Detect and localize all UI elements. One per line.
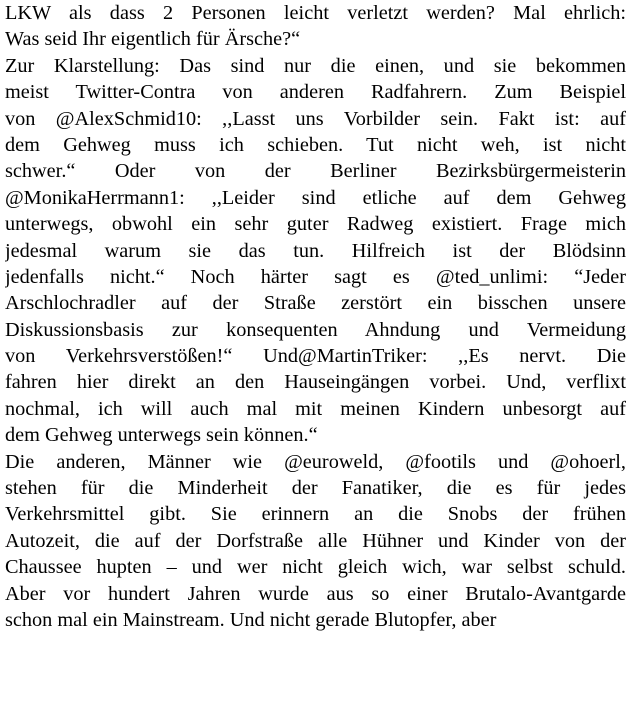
paragraph-2 — [5, 53, 626, 449]
text-line: nochmal, ich will auch mal mit meinen Kindern unbesorgt auf — [5, 397, 626, 420]
text-line: Arschlochradler auf der Straße zerstört ein bisschen unsere — [5, 292, 626, 315]
text-line: meist Twitter-Contra von anderen Radfahrern. Zum Beispiel — [5, 81, 626, 104]
text-line: Chaussee hupten – und wer nicht gleich wich, war selbst schuld. — [5, 556, 626, 579]
text-line: von Verkehrsverstößen!“ Und@MartinTriker: ,,Es nervt. Die — [5, 345, 626, 368]
text-line: schwer.“ Oder von der Berliner Bezirksbürgermeisterin — [5, 160, 626, 183]
paragraph-1 — [5, 0, 626, 53]
text-line: Verkehrsmittel gibt. Sie erinnern an die Snobs der frühen — [5, 503, 626, 526]
text-line: dem Gehweg muss ich schieben. Tut nicht weh, ist nicht — [5, 133, 626, 156]
text-line: @MonikaHerrmann1: ,,Leider sind etliche auf dem Gehweg — [5, 186, 626, 209]
text-line: fahren hier direkt an den Hauseingängen vorbei. Und, verflixt — [5, 371, 626, 394]
paragraph-3 — [5, 449, 626, 634]
text-line: von @AlexSchmid10: ,,Lasst uns Vorbilder sein. Fakt ist: auf — [5, 107, 626, 130]
text-line: jedenfalls nicht.“ Noch härter sagt es @ted_unlimi: “Jeder — [5, 265, 626, 288]
text-line: Zur Klarstellung: Das sind nur die einen, und sie bekommen — [5, 54, 626, 77]
text-line: stehen für die Minderheit der Fanatiker, die es für jedes — [5, 477, 626, 500]
text-line: schon mal ein Mainstream. Und nicht gerade Blutopfer, aber — [5, 608, 497, 631]
text-line: unterwegs, obwohl ein sehr guter Radweg existiert. Frage mich — [5, 213, 626, 236]
text-line: Diskussionsbasis zur konsequenten Ahndung und Vermeidung — [5, 318, 626, 341]
text-line: jedesmal warum sie das tun. Hilfreich ist der Blödsinn — [5, 239, 626, 262]
text-line: Die anderen, Männer wie @euroweld, @footils und @ohoerl, — [5, 450, 626, 473]
text-line: LKW als dass 2 Personen leicht verletzt werden? Mal ehrlich: — [5, 2, 626, 24]
text-line: dem Gehweg unterwegs sein können.“ — [5, 424, 318, 447]
text-line: Aber vor hundert Jahren wurde aus so einer Brutalo-Avantgarde — [5, 582, 626, 605]
text-line: Was seid Ihr eigentlich für Ärsche?“ — [5, 28, 301, 51]
text-line: Autozeit, die auf der Dorfstraße alle Hühner und Kinder von der — [5, 529, 626, 552]
